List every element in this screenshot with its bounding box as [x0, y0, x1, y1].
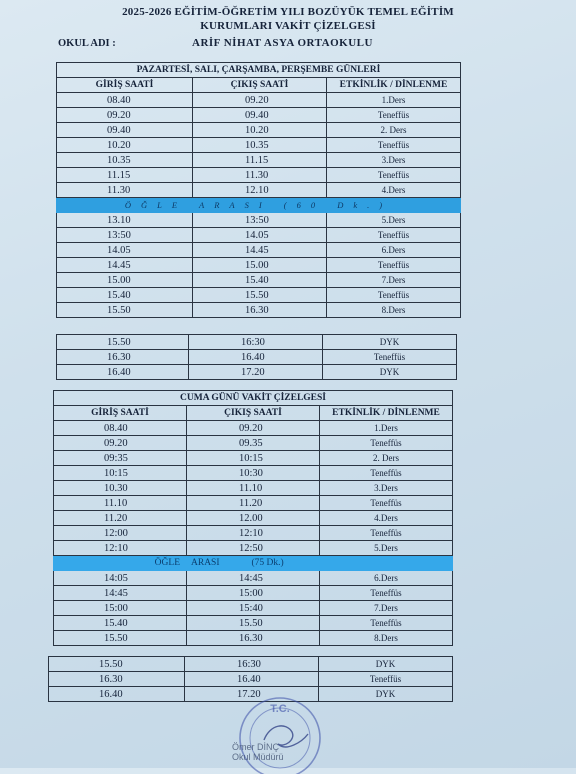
entry-time: 16.40: [49, 687, 185, 702]
entry-time: 15.50: [49, 657, 185, 672]
activity: Teneffüs: [327, 138, 461, 153]
activity: 5.Ders: [327, 213, 461, 228]
entry-time: 13.10: [57, 213, 193, 228]
entry-time: 09.20: [54, 436, 187, 451]
activity: 7.Ders: [320, 601, 453, 616]
exit-time: 15.50: [193, 288, 327, 303]
activity: DYK: [319, 657, 453, 672]
exit-time: 17.20: [185, 687, 319, 702]
table-row: [57, 258, 461, 273]
table-row: [57, 123, 461, 138]
entry-time: 15.40: [57, 288, 193, 303]
exit-time: 14.45: [193, 243, 327, 258]
exit-time: 12.00: [187, 511, 320, 526]
table-row: [54, 631, 453, 646]
activity: 2. Ders: [327, 123, 461, 138]
entry-time: 15.50: [54, 631, 187, 646]
exit-time: 17.20: [189, 365, 323, 380]
official-seal-stamp: [224, 694, 324, 774]
table-row: [57, 228, 461, 243]
exit-time: 15:00: [187, 586, 320, 601]
exit-time: 16.40: [189, 350, 323, 365]
table-row: [54, 451, 453, 466]
activity: Teneffüs: [320, 526, 453, 541]
table-row: [54, 511, 453, 526]
table-row: [57, 243, 461, 258]
exit-time: 14:45: [187, 571, 320, 586]
activity: Teneffüs: [320, 616, 453, 631]
table-row: [57, 288, 461, 303]
exit-time: 15.50: [187, 616, 320, 631]
table-row: [57, 168, 461, 183]
table-row: [49, 672, 453, 687]
exit-time: 16.30: [187, 631, 320, 646]
col-header-out: ÇIKIŞ SAATİ: [193, 78, 327, 93]
friday-lunch-label-a: ÖĞLE: [54, 556, 187, 571]
exit-time: 10:30: [187, 466, 320, 481]
activity: DYK: [319, 687, 453, 702]
table-row: [57, 153, 461, 168]
entry-time: 15.50: [57, 335, 189, 350]
friday-lunch-blank: [320, 556, 453, 571]
weekday-table-title: PAZARTESİ, SALI, ÇARŞAMBA, PERŞEMBE GÜNLERİ: [57, 63, 461, 78]
friday-morning-rows: [54, 421, 453, 556]
exit-time: 11.15: [193, 153, 327, 168]
entry-time: 11.15: [57, 168, 193, 183]
col-header-activity: ETKİNLİK / DİNLENME: [320, 406, 453, 421]
exit-time: 16.40: [185, 672, 319, 687]
col-header-in: GİRİŞ SAATİ: [57, 78, 193, 93]
entry-time: 15.50: [57, 303, 193, 318]
table-row: [54, 481, 453, 496]
entry-time: 15:00: [54, 601, 187, 616]
weekday-morning-rows: [57, 93, 461, 198]
header-title-line2: KURUMLARI VAKİT ÇİZELGESİ: [200, 20, 376, 32]
activity: Teneffüs: [327, 288, 461, 303]
table-row: [54, 421, 453, 436]
friday-table-title: CUMA GÜNÜ VAKİT ÇİZELGESİ: [54, 391, 453, 406]
table-row: [54, 541, 453, 556]
activity: Teneffüs: [320, 496, 453, 511]
table-row: [57, 335, 457, 350]
entry-time: 09.20: [57, 108, 193, 123]
entry-time: 14:45: [54, 586, 187, 601]
activity: Teneffüs: [327, 258, 461, 273]
table-row: [57, 138, 461, 153]
entry-time: 13:50: [57, 228, 193, 243]
entry-time: 11.10: [54, 496, 187, 511]
entry-time: 08.40: [54, 421, 187, 436]
activity: 4.Ders: [327, 183, 461, 198]
activity: Teneffüs: [327, 228, 461, 243]
entry-time: 08.40: [57, 93, 193, 108]
table-row: [57, 273, 461, 288]
exit-time: 12:10: [187, 526, 320, 541]
activity: DYK: [323, 365, 457, 380]
activity: Teneffüs: [323, 350, 457, 365]
friday-lunch-label-b: [187, 556, 320, 571]
table-row: [54, 616, 453, 631]
entry-time: 10.35: [57, 153, 193, 168]
activity: 3.Ders: [320, 481, 453, 496]
exit-time: 09.35: [187, 436, 320, 451]
table-row: [54, 466, 453, 481]
table-row: [54, 601, 453, 616]
activity: Teneffüs: [319, 672, 453, 687]
stamp-tc-text: T.C.: [270, 703, 290, 715]
entry-time: 10.20: [57, 138, 193, 153]
activity: DYK: [323, 335, 457, 350]
table-row: [57, 183, 461, 198]
exit-time: 15.40: [193, 273, 327, 288]
table-row: [49, 657, 453, 672]
friday-afternoon-rows: [54, 571, 453, 646]
school-label: OKUL ADI :: [58, 38, 116, 49]
col-header-out: ÇIKIŞ SAATİ: [187, 406, 320, 421]
entry-time: 15.40: [54, 616, 187, 631]
activity: 4.Ders: [320, 511, 453, 526]
activity: Teneffüs: [320, 586, 453, 601]
col-header-in: GİRİŞ SAATİ: [54, 406, 187, 421]
exit-time: 09.40: [193, 108, 327, 123]
exit-time: 09.20: [187, 421, 320, 436]
activity: Teneffüs: [320, 436, 453, 451]
entry-time: 16.30: [57, 350, 189, 365]
stamp-signer-title: Okul Müdürü: [232, 752, 284, 762]
exit-time: 11.30: [193, 168, 327, 183]
weekday-dyk-table: [56, 334, 457, 380]
exit-time: 12:50: [187, 541, 320, 556]
entry-time: 11.20: [54, 511, 187, 526]
header-title-line1: 2025-2026 EĞİTİM-ÖĞRETİM YILI BOZÜYÜK TEMEL EĞİTİM: [122, 6, 454, 18]
activity: 2. Ders: [320, 451, 453, 466]
weekday-dyk-rows: [57, 335, 457, 380]
exit-time: 15:40: [187, 601, 320, 616]
activity: 5.Ders: [320, 541, 453, 556]
entry-time: 16.40: [57, 365, 189, 380]
table-row: [57, 350, 457, 365]
entry-time: 10:15: [54, 466, 187, 481]
exit-time: 16.30: [193, 303, 327, 318]
stamp-signer-name: Ömer DİNÇ: [232, 742, 279, 752]
exit-time: 11.20: [187, 496, 320, 511]
exit-time: 10.35: [193, 138, 327, 153]
entry-time: 14:05: [54, 571, 187, 586]
table-row: [54, 436, 453, 451]
weekday-schedule-table: [56, 62, 461, 318]
entry-time: 11.30: [57, 183, 193, 198]
friday-lunch-word: ARASI: [191, 557, 220, 568]
table-row: [57, 108, 461, 123]
entry-time: 14.45: [57, 258, 193, 273]
entry-time: 09.40: [57, 123, 193, 138]
exit-time: 15.00: [193, 258, 327, 273]
activity: Teneffüs: [320, 466, 453, 481]
weekday-afternoon-rows: [57, 213, 461, 318]
activity: 3.Ders: [327, 153, 461, 168]
activity: Teneffüs: [327, 108, 461, 123]
activity: 7.Ders: [327, 273, 461, 288]
table-row: [57, 93, 461, 108]
entry-time: 10.30: [54, 481, 187, 496]
activity: 6.Ders: [320, 571, 453, 586]
weekday-lunch-break: ÖĞLE ARASI (60 Dk.): [57, 198, 461, 213]
entry-time: 14.05: [57, 243, 193, 258]
table-row: [54, 496, 453, 511]
col-header-activity: ETKİNLİK / DİNLENME: [327, 78, 461, 93]
entry-time: 12:00: [54, 526, 187, 541]
friday-lunch-duration: (75 Dk.): [251, 557, 284, 568]
activity: 8.Ders: [327, 303, 461, 318]
exit-time: 10:15: [187, 451, 320, 466]
activity: 1.Ders: [320, 421, 453, 436]
exit-time: 14.05: [193, 228, 327, 243]
exit-time: 09.20: [193, 93, 327, 108]
table-row: [57, 303, 461, 318]
table-row: [57, 213, 461, 228]
activity: 8.Ders: [320, 631, 453, 646]
activity: 1.Ders: [327, 93, 461, 108]
exit-time: 12.10: [193, 183, 327, 198]
entry-time: 15.00: [57, 273, 193, 288]
activity: 6.Ders: [327, 243, 461, 258]
entry-time: 09:35: [54, 451, 187, 466]
stamp-signer: [232, 742, 284, 762]
exit-time: 10.20: [193, 123, 327, 138]
school-name: ARİF NİHAT ASYA ORTAOKULU: [192, 37, 373, 49]
entry-time: 16.30: [49, 672, 185, 687]
exit-time: 16:30: [189, 335, 323, 350]
exit-time: 11.10: [187, 481, 320, 496]
friday-schedule-table: [53, 390, 453, 646]
table-row: [54, 526, 453, 541]
table-row: [54, 586, 453, 601]
entry-time: 12:10: [54, 541, 187, 556]
table-row: [57, 365, 457, 380]
activity: Teneffüs: [327, 168, 461, 183]
exit-time: 16:30: [185, 657, 319, 672]
table-row: [54, 571, 453, 586]
exit-time: 13:50: [193, 213, 327, 228]
